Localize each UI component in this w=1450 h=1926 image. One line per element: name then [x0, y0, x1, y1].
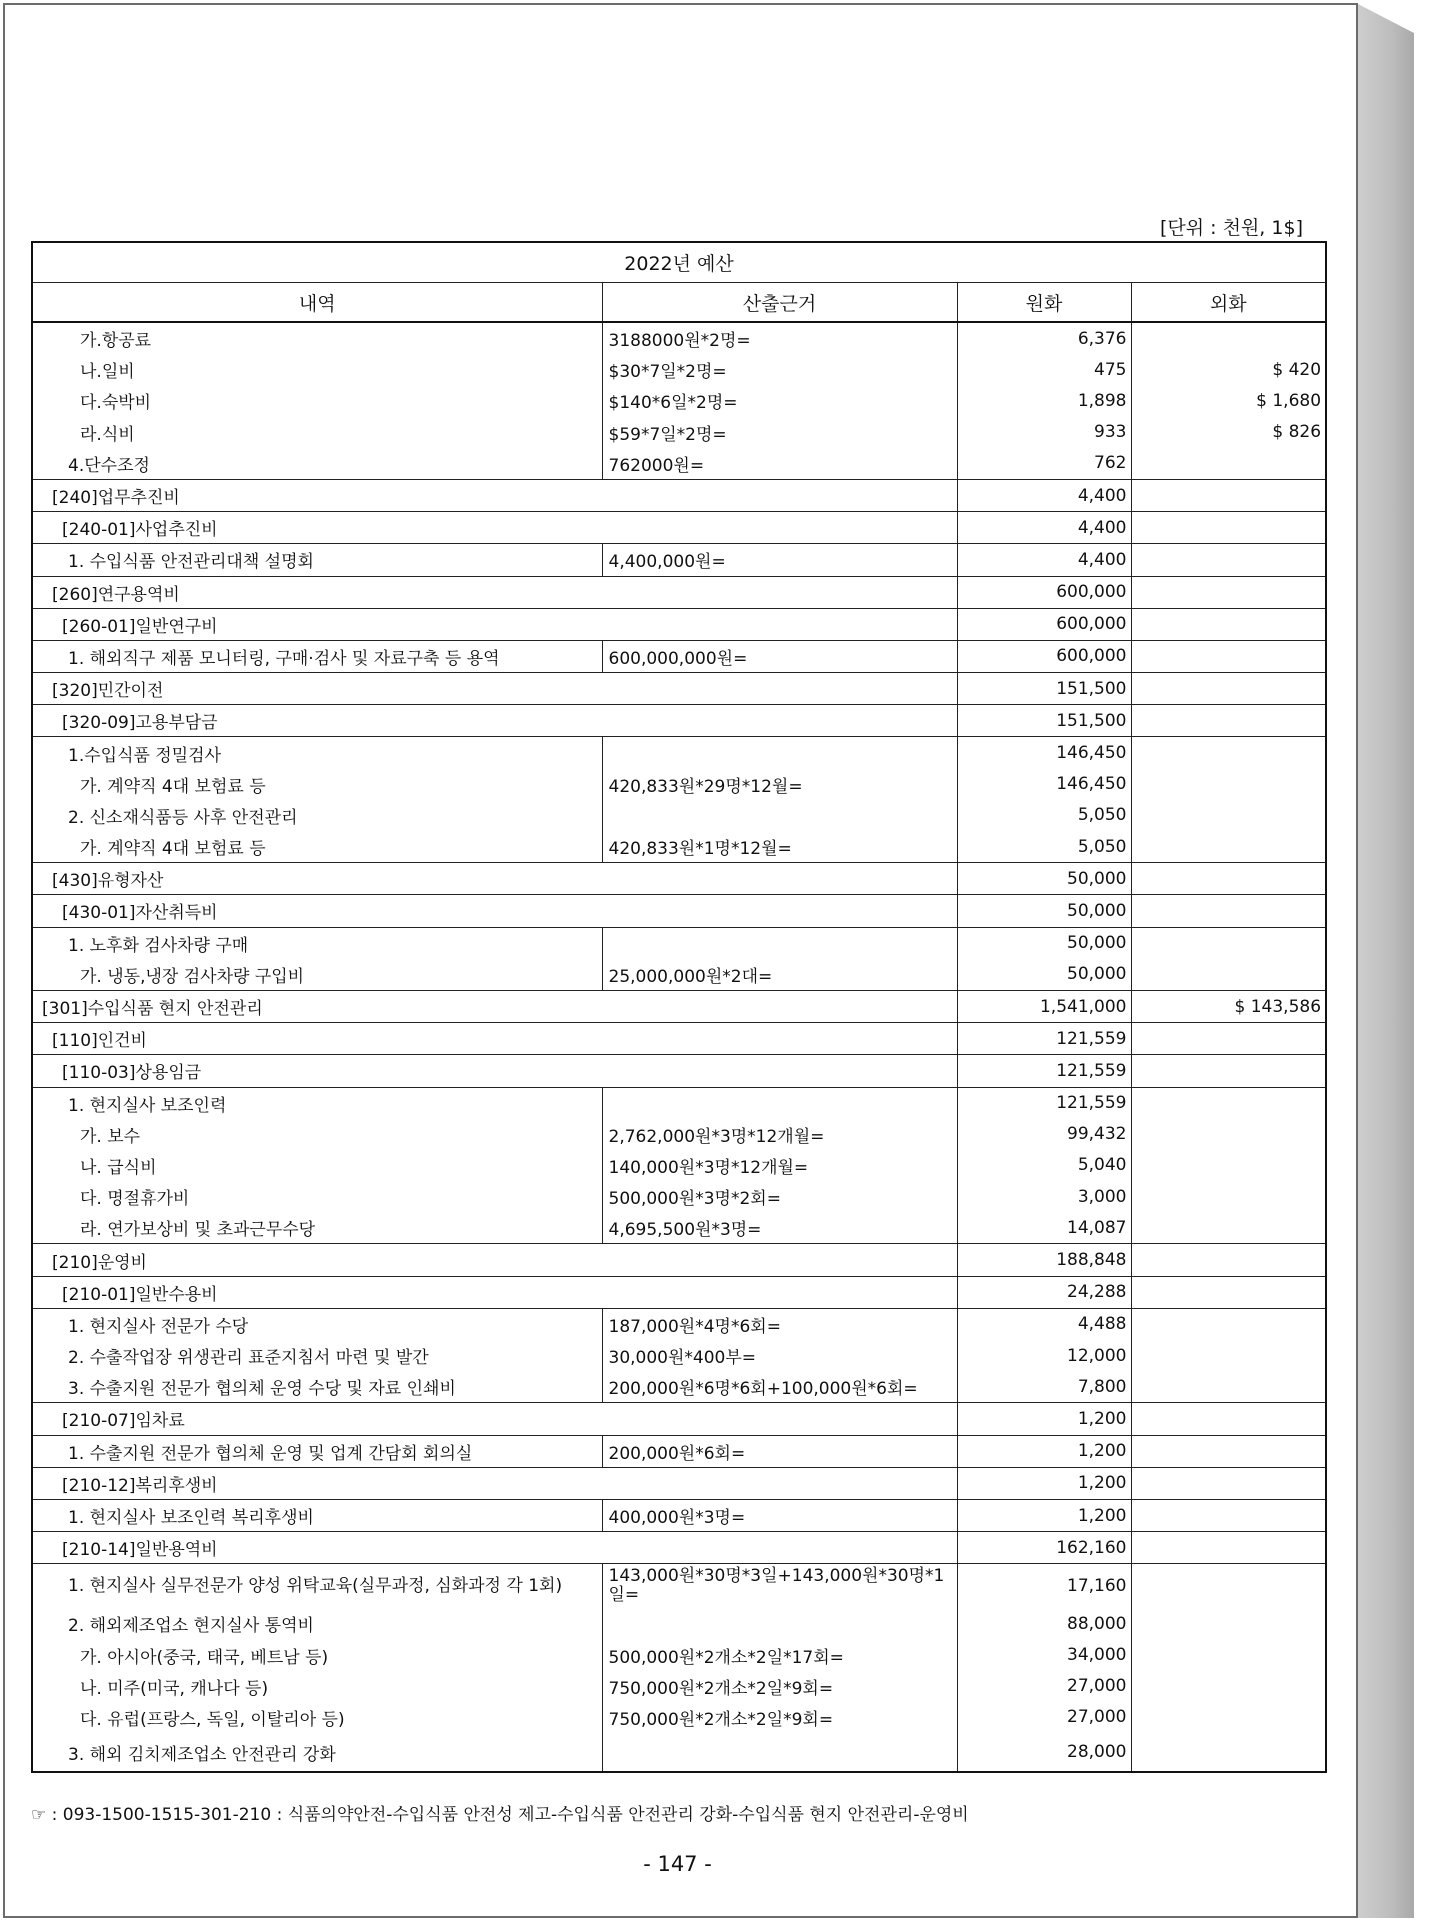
- row-won: 1,200: [957, 1403, 1131, 1435]
- row-desc: 나. 미주(미국, 캐나다 등): [32, 1671, 602, 1702]
- row-won: 88,000: [957, 1608, 1131, 1639]
- row-fx: [1131, 576, 1326, 608]
- table-title-row: [32, 242, 1326, 283]
- row-fx: $ 1,680: [1256, 390, 1322, 411]
- row-desc: 2. 수출작업장 위생관리 표준지침서 마련 및 발간: [32, 1340, 602, 1371]
- row-fx: [1131, 927, 1326, 959]
- row-desc: 1. 현지실사 보조인력 복리후생비: [32, 1499, 602, 1531]
- table-row: [32, 1671, 1326, 1702]
- row-desc: [320-09]고용부담금: [32, 705, 957, 737]
- table-row: [32, 1564, 1326, 1609]
- table-row: [32, 1340, 1326, 1371]
- table-row: [32, 640, 1326, 672]
- row-basis: 400,000원*3명=: [602, 1499, 957, 1531]
- row-won: 933: [957, 417, 1131, 448]
- row-desc: 라. 연가보상비 및 초과근무수당: [32, 1212, 602, 1244]
- table-row: [32, 1055, 1326, 1087]
- row-basis: 500,000원*3명*2회=: [602, 1181, 957, 1212]
- row-basis: 4,400,000원=: [602, 544, 957, 576]
- row-won: 188,848: [957, 1244, 1131, 1276]
- row-basis: [602, 737, 957, 769]
- row-fx: [1131, 1150, 1326, 1181]
- row-won: 1,200: [957, 1467, 1131, 1499]
- row-won: 151,500: [957, 673, 1131, 705]
- table-row: [32, 1212, 1326, 1244]
- table-row: [32, 1150, 1326, 1181]
- row-fx: [1131, 1119, 1326, 1150]
- table-row: [32, 354, 1326, 385]
- row-fx: [1131, 1564, 1326, 1609]
- row-desc: 1. 현지실사 전문가 수당: [32, 1308, 602, 1340]
- row-won: 3,000: [957, 1181, 1131, 1212]
- row-basis: [602, 1733, 957, 1772]
- row-desc: 가. 아시아(중국, 태국, 베트남 등): [32, 1640, 602, 1671]
- row-won: 600,000: [957, 576, 1131, 608]
- row-basis: 3188000원*2명=: [602, 322, 957, 354]
- row-desc: 4.단수조정: [32, 448, 602, 480]
- row-fx: [1131, 1467, 1326, 1499]
- row-basis: 750,000원*2개소*2일*9회=: [602, 1671, 957, 1702]
- row-fx: [1131, 831, 1326, 863]
- row-fx: [1131, 673, 1326, 705]
- row-basis: 750,000원*2개소*2일*9회=: [602, 1702, 957, 1733]
- row-won: 27,000: [957, 1671, 1131, 1702]
- row-desc: 라.식비: [32, 417, 602, 448]
- row-won: 600,000: [957, 640, 1131, 672]
- row-won: 146,450: [957, 769, 1131, 800]
- row-basis: 4,695,500원*3명=: [602, 1212, 957, 1244]
- table-row: [32, 1119, 1326, 1150]
- table-row: [32, 1608, 1326, 1639]
- row-desc: [260-01]일반연구비: [32, 608, 957, 640]
- row-basis: 420,833원*1명*12월=: [602, 831, 957, 863]
- table-row: [32, 895, 1326, 927]
- table-header-row: [32, 283, 1326, 323]
- table-row: [32, 1371, 1326, 1403]
- table-row: [32, 512, 1326, 544]
- row-won: 5,050: [957, 831, 1131, 863]
- row-desc: 1. 해외직구 제품 모니터링, 구매·검사 및 자료구축 등 용역: [32, 640, 602, 672]
- row-desc: 1. 현지실사 실무전문가 양성 위탁교육(실무과정, 심화과정 각 1회): [32, 1564, 602, 1609]
- row-fx: [1131, 1244, 1326, 1276]
- budget-table: [31, 241, 1327, 1773]
- row-basis: $59*7일*2명=: [602, 417, 957, 448]
- row-desc: 가. 계약직 4대 보험료 등: [32, 769, 602, 800]
- row-desc: 나.일비: [32, 354, 602, 385]
- row-basis: $140*6일*2명=: [602, 385, 957, 416]
- row-won: 1,541,000: [957, 990, 1131, 1022]
- row-fx: [1131, 1023, 1326, 1055]
- row-basis: [602, 800, 957, 831]
- row-fx: [1131, 1181, 1326, 1212]
- row-desc: 나. 급식비: [32, 1150, 602, 1181]
- row-basis: 420,833원*29명*12월=: [602, 769, 957, 800]
- row-desc: [210-01]일반수용비: [32, 1276, 957, 1308]
- row-fx: [1131, 959, 1326, 991]
- table-row: [32, 417, 1326, 448]
- row-desc: 2. 해외제조업소 현지실사 통역비: [32, 1608, 602, 1639]
- row-desc: 1. 수입식품 안전관리대책 설명회: [32, 544, 602, 576]
- row-basis: [602, 1608, 957, 1639]
- row-won: 6,376: [957, 322, 1131, 354]
- row-fx: [1131, 895, 1326, 927]
- row-basis: 140,000원*3명*12개월=: [602, 1150, 957, 1181]
- table-row: [32, 1467, 1326, 1499]
- table-row: [32, 479, 1326, 511]
- row-won: 762: [957, 448, 1131, 480]
- row-desc: [210-12]복리후생비: [32, 1467, 957, 1499]
- page-side-edge: [1356, 3, 1358, 1918]
- row-desc: [430]유형자산: [32, 863, 957, 895]
- table-row: [32, 1087, 1326, 1119]
- row-basis: 200,000원*6명*6회+100,000원*6회=: [602, 1371, 957, 1403]
- table-row: [32, 544, 1326, 576]
- unit-label: [단위 : 천원, 1$]: [1160, 217, 1303, 239]
- row-fx: $ 826: [1272, 422, 1322, 443]
- row-won: 146,450: [957, 737, 1131, 769]
- table-row: [32, 1435, 1326, 1467]
- row-desc: 3. 수출지원 전문가 협의체 운영 수당 및 자료 인쇄비: [32, 1371, 602, 1403]
- table-row: [32, 673, 1326, 705]
- row-basis: 2,762,000원*3명*12개월=: [602, 1119, 957, 1150]
- row-fx: [1131, 608, 1326, 640]
- table-row: [32, 1499, 1326, 1531]
- row-won: 4,400: [957, 544, 1131, 576]
- row-won: 1,200: [957, 1435, 1131, 1467]
- row-fx: [1131, 1532, 1326, 1564]
- row-desc: 3. 해외 김치제조업소 안전관리 강화: [32, 1733, 602, 1772]
- row-desc: [240]업무추진비: [32, 479, 957, 511]
- row-fx: [1131, 1499, 1326, 1531]
- header-basis: 산출근거: [602, 283, 957, 323]
- row-fx: [1131, 1087, 1326, 1119]
- row-fx: [1131, 479, 1326, 511]
- row-desc: 가. 냉동,냉장 검사차량 구입비: [32, 959, 602, 991]
- page-side-shadow: [1356, 3, 1414, 1918]
- row-desc: [430-01]자산취득비: [32, 895, 957, 927]
- row-fx: [1131, 1055, 1326, 1087]
- row-desc: 1. 현지실사 보조인력: [32, 1087, 602, 1119]
- table-row: [32, 1532, 1326, 1564]
- row-basis: 500,000원*2개소*2일*17회=: [602, 1640, 957, 1671]
- row-won: 475: [957, 354, 1131, 385]
- table-row: [32, 800, 1326, 831]
- table-row: [32, 576, 1326, 608]
- table-row: [32, 1640, 1326, 1671]
- row-won: 50,000: [957, 895, 1131, 927]
- row-won: 4,400: [957, 512, 1131, 544]
- row-won: 121,559: [957, 1023, 1131, 1055]
- table-row: [32, 990, 1326, 1022]
- row-won: 151,500: [957, 705, 1131, 737]
- header-fx: 외화: [1131, 283, 1326, 323]
- table-row: [32, 1181, 1326, 1212]
- table-row: [32, 385, 1326, 416]
- row-desc: [301]수입식품 현지 안전관리: [32, 990, 957, 1022]
- row-won: 50,000: [957, 927, 1131, 959]
- row-won: 24,288: [957, 1276, 1131, 1308]
- table-row: [32, 322, 1326, 354]
- table-row: [32, 1403, 1326, 1435]
- row-fx: [1131, 448, 1326, 480]
- table-row: [32, 737, 1326, 769]
- row-won: 50,000: [957, 959, 1131, 991]
- row-won: 27,000: [957, 1702, 1131, 1733]
- table-row: [32, 608, 1326, 640]
- row-desc: [260]연구용역비: [32, 576, 957, 608]
- row-fx: [1131, 705, 1326, 737]
- row-fx: [1131, 1435, 1326, 1467]
- row-fx: [1131, 1640, 1326, 1671]
- row-won: 1,898: [957, 385, 1131, 416]
- row-basis: [602, 927, 957, 959]
- row-fx: [1131, 1702, 1326, 1733]
- row-won: 162,160: [957, 1532, 1131, 1564]
- row-fx: [1131, 640, 1326, 672]
- row-desc: 1.수입식품 정밀검사: [32, 737, 602, 769]
- row-won: 4,400: [957, 479, 1131, 511]
- row-won: 5,040: [957, 1150, 1131, 1181]
- row-fx: [1131, 863, 1326, 895]
- row-won: 1,200: [957, 1499, 1131, 1531]
- table-row: [32, 1023, 1326, 1055]
- row-desc: 1. 노후화 검사차량 구매: [32, 927, 602, 959]
- row-desc: 다. 명절휴가비: [32, 1181, 602, 1212]
- row-basis: [602, 1087, 957, 1119]
- row-won: 7,800: [957, 1371, 1131, 1403]
- row-fx: [1131, 512, 1326, 544]
- row-fx: [1131, 544, 1326, 576]
- header-won: 원화: [957, 283, 1131, 323]
- row-fx: [1131, 1276, 1326, 1308]
- row-won: 12,000: [957, 1340, 1131, 1371]
- row-desc: 가. 계약직 4대 보험료 등: [32, 831, 602, 863]
- row-basis: 200,000원*6회=: [602, 1435, 957, 1467]
- row-desc: [210-14]일반용역비: [32, 1532, 957, 1564]
- row-desc: 가.항공료: [32, 322, 602, 354]
- row-fx: [1131, 1212, 1326, 1244]
- table-row: [32, 863, 1326, 895]
- row-won: 600,000: [957, 608, 1131, 640]
- row-desc: [320]민간이전: [32, 673, 957, 705]
- row-won: 121,559: [957, 1087, 1131, 1119]
- row-desc: 1. 수출지원 전문가 협의체 운영 및 업계 간담회 회의실: [32, 1435, 602, 1467]
- row-desc: [240-01]사업추진비: [32, 512, 957, 544]
- row-fx: [1131, 1608, 1326, 1639]
- table-row: [32, 1244, 1326, 1276]
- row-desc: [210]운영비: [32, 1244, 957, 1276]
- row-desc: 다.숙박비: [32, 385, 602, 416]
- table-body: [32, 322, 1326, 1772]
- header-desc: 내역: [32, 283, 602, 323]
- row-fx: $ 420: [1272, 359, 1322, 380]
- row-basis: 30,000원*400부=: [602, 1340, 957, 1371]
- row-fx: [1131, 1733, 1326, 1772]
- table-row: [32, 1733, 1326, 1772]
- row-fx: [1131, 322, 1326, 354]
- row-won: 121,559: [957, 1055, 1131, 1087]
- row-desc: [110]인건비: [32, 1023, 957, 1055]
- row-basis: 762000원=: [602, 448, 957, 480]
- row-fx: [1131, 1340, 1326, 1371]
- table-row: [32, 1276, 1326, 1308]
- row-fx: [1131, 1371, 1326, 1403]
- row-basis: 187,000원*4명*6회=: [602, 1308, 957, 1340]
- row-desc: 2. 신소재식품등 사후 안전관리: [32, 800, 602, 831]
- row-fx: [1131, 1403, 1326, 1435]
- row-won: 5,050: [957, 800, 1131, 831]
- row-basis: 600,000,000원=: [602, 640, 957, 672]
- table-row: [32, 705, 1326, 737]
- row-won: 50,000: [957, 863, 1131, 895]
- row-basis: 143,000원*30명*3일+143,000원*30명*1일=: [602, 1564, 957, 1609]
- footnote: ☞ : 093-1500-1515-301-210 : 식품의약안전-수입식품 안전성 제고-수입식품 안전관리 강화-수입식품 현지 안전관리-운영비: [31, 1805, 969, 1825]
- row-fx: $ 143,586: [1131, 990, 1326, 1022]
- row-desc: 가. 보수: [32, 1119, 602, 1150]
- row-won: 99,432: [957, 1119, 1131, 1150]
- row-won: 14,087: [957, 1212, 1131, 1244]
- table-row: [32, 831, 1326, 863]
- row-fx: [1131, 800, 1326, 831]
- row-won: 4,488: [957, 1308, 1131, 1340]
- table-row: [32, 769, 1326, 800]
- row-fx: [1131, 1671, 1326, 1702]
- page-number: - 147 -: [643, 1852, 712, 1876]
- row-desc: [210-07]임차료: [32, 1403, 957, 1435]
- row-basis: 25,000,000원*2대=: [602, 959, 957, 991]
- row-won: 34,000: [957, 1640, 1131, 1671]
- row-desc: [110-03]상용임금: [32, 1055, 957, 1087]
- table-row: [32, 1702, 1326, 1733]
- row-desc: 다. 유럽(프랑스, 독일, 이탈리아 등): [32, 1702, 602, 1733]
- table-row: [32, 959, 1326, 991]
- row-won: 28,000: [957, 1733, 1131, 1772]
- table-row: [32, 927, 1326, 959]
- row-basis: $30*7일*2명=: [602, 354, 957, 385]
- row-won: 17,160: [957, 1564, 1131, 1609]
- table-title: 2022년 예산: [32, 242, 1326, 283]
- row-fx: [1131, 1308, 1326, 1340]
- table-row: [32, 1308, 1326, 1340]
- row-fx: [1131, 769, 1326, 800]
- row-fx: [1131, 737, 1326, 769]
- table-row: [32, 448, 1326, 480]
